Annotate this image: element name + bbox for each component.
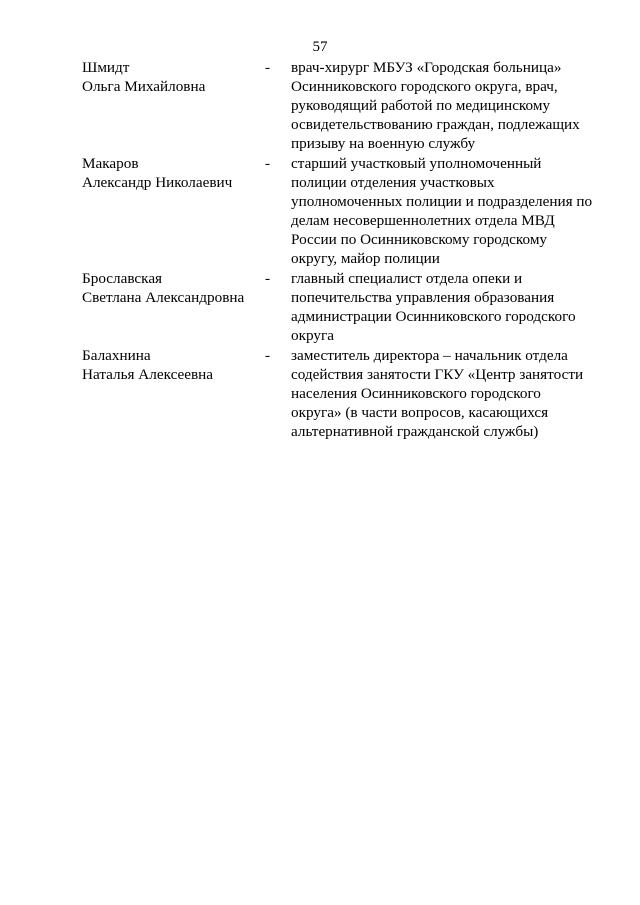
role-line: главный специалист отдела опеки и — [291, 270, 523, 287]
member-role — [291, 269, 597, 345]
role-line: руководящий работой по медицинскому — [291, 97, 551, 114]
roster-entry-broslavskaya — [82, 269, 602, 345]
role-line: альтернативной гражданской службы) — [291, 423, 539, 440]
member-surname: Балахнина — [82, 347, 151, 364]
role-line: населения Осинниковского городского — [291, 385, 541, 402]
role-line: уполномоченных полиции и подразделения по — [291, 193, 593, 210]
role-line: освидетельствованию граждан, подлежащих — [291, 116, 580, 133]
member-surname: Макаров — [82, 155, 139, 172]
separator-dash: - — [265, 347, 271, 364]
member-surname: Брославская — [82, 270, 163, 287]
role-line: округа — [291, 327, 334, 344]
page-number: 57 — [312, 39, 328, 55]
member-role — [291, 58, 597, 153]
role-line: врач-хирург МБУЗ «Городская больница» — [291, 59, 562, 76]
commission-roster — [82, 58, 602, 442]
role-line: призыву на военную службу — [291, 135, 476, 152]
member-surname: Шмидт — [82, 59, 130, 76]
roster-entry-balakhnina — [82, 346, 602, 441]
roster-entry-makarov — [82, 154, 602, 268]
member-given-names: Светлана Александровна — [82, 289, 245, 306]
separator-dash: - — [265, 59, 271, 76]
member-name — [82, 269, 262, 307]
member-given-names: Ольга Михайловна — [82, 78, 206, 95]
role-line: содействия занятости ГКУ «Центр занятости — [291, 366, 584, 383]
role-line: полиции отделения участковых — [291, 174, 495, 191]
role-line: старший участковый уполномоченный — [291, 155, 542, 172]
member-role — [291, 154, 597, 268]
separator-dash: - — [265, 270, 271, 287]
role-line: Осинниковского городского округа, врач, — [291, 78, 558, 95]
role-line: попечительства управления образования — [291, 289, 555, 306]
role-line: делам несовершеннолетних отдела МВД — [291, 212, 555, 229]
role-line: администрации Осинниковского городского — [291, 308, 576, 325]
member-name — [82, 346, 262, 384]
member-given-names: Наталья Алексеевна — [82, 366, 214, 383]
roster-entry-shmidt — [82, 58, 602, 153]
role-line: округа» (в части вопросов, касающихся — [291, 404, 549, 421]
role-line: России по Осинниковскому городскому — [291, 231, 548, 248]
member-role — [291, 346, 597, 441]
member-name — [82, 154, 262, 192]
member-given-names: Александр Николаевич — [82, 174, 233, 191]
separator-dash: - — [265, 155, 271, 172]
role-line: заместитель директора – начальник отдела — [291, 347, 568, 364]
member-name — [82, 58, 262, 96]
role-line: округу, майор полиции — [291, 250, 440, 267]
